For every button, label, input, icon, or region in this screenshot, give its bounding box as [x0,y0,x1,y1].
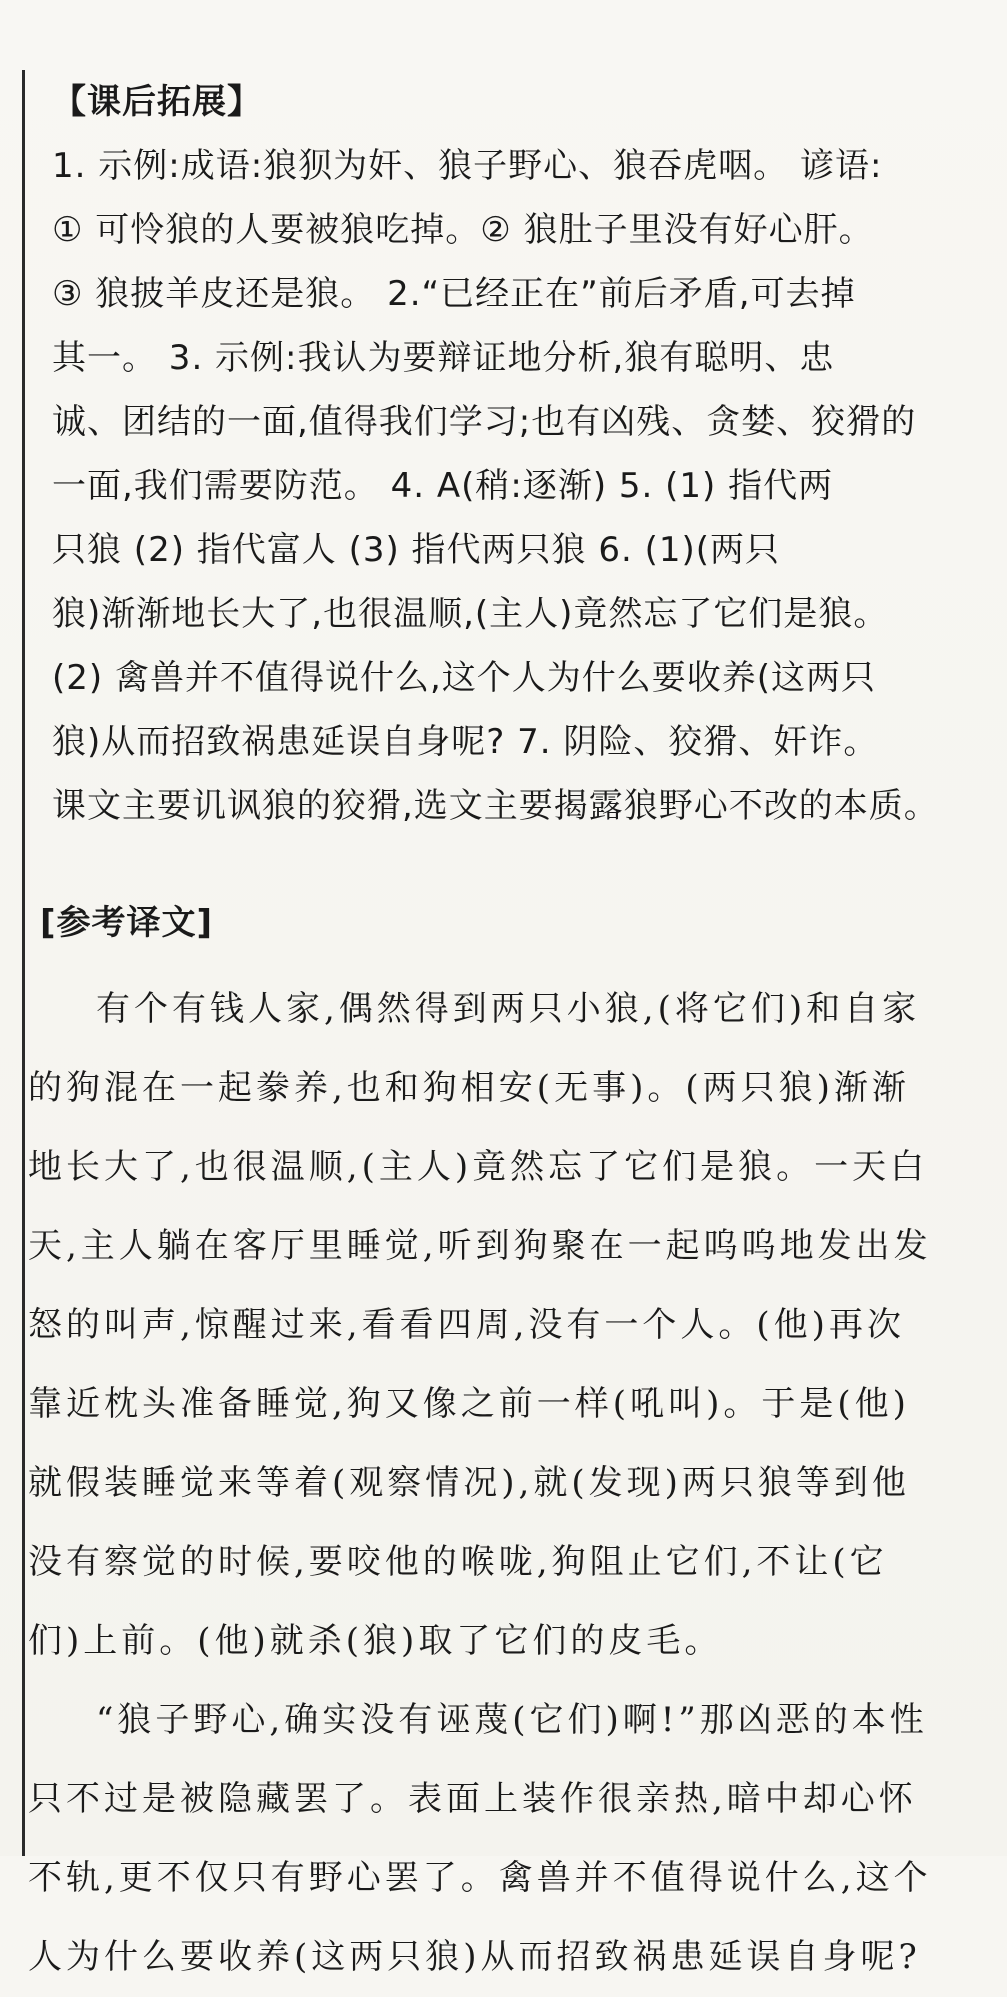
translation-line: 天,主人躺在客厅里睡觉,听到狗聚在一起呜呜地发出发 [28,1226,932,1266]
translation-line: 不轨,更不仅只有野心罢了。禽兽并不值得说什么,这个 [28,1858,932,1898]
translation-line: 靠近枕头准备睡觉,狗又像之前一样(吼叫)。于是(他) [28,1384,910,1424]
answer-line: 其一。 3. 示例:我认为要辩证地分析,狼有聪明、忠 [52,338,835,378]
answer-line: 狼)渐渐地长大了,也很温顺,(主人)竟然忘了它们是狼。 [52,594,889,634]
translation-line: 有个有钱人家,偶然得到两只小狼,(将它们)和自家 [96,989,921,1029]
translation-line: 们)上前。(他)就杀(狼)取了它们的皮毛。 [28,1621,723,1661]
translation-section [28,970,978,1997]
translation-heading: [参考译文] [40,903,214,943]
answer-line: ① 可怜狼的人要被狼吃掉。② 狼肚子里没有好心肝。 [52,210,874,250]
answer-line: 诚、团结的一面,值得我们学习;也有凶残、贪婪、狡猾的 [52,402,917,442]
translation-line: 人为什么要收养(这两只狼)从而招致祸患延误自身呢? [28,1937,921,1977]
answer-line: 1. 示例:成语:狼狈为奸、狼子野心、狼吞虎咽。 谚语: [52,146,883,186]
answers-heading: 【课后拓展】 [52,82,262,122]
answer-line: ③ 狼披羊皮还是狼。 2.“已经正在”前后矛盾,可去掉 [52,274,856,314]
translation-line: 的狗混在一起豢养,也和狗相安(无事)。(两只狼)渐渐 [28,1068,910,1108]
translation-line: 就假装睡觉来等着(观察情况),就(发现)两只狼等到他 [28,1463,910,1503]
answer-line: (2) 禽兽并不值得说什么,这个人为什么要收养(这两只 [52,658,877,698]
answer-line: 只狼 (2) 指代富人 (3) 指代两只狼 6. (1)(两只 [52,530,781,570]
translation-line: 怒的叫声,惊醒过来,看看四周,没有一个人。(他)再次 [28,1305,905,1345]
answer-line: 课文主要讥讽狼的狡猾,选文主要揭露狼野心不改的本质。 [52,786,939,826]
answer-line: 狼)从而招致祸患延误自身呢? 7. 阴险、狡猾、奸诈。 [52,722,879,762]
translation-line: 没有察觉的时候,要咬他的喉咙,狗阻止它们,不让(它 [28,1542,888,1582]
margin-rule [22,70,25,1856]
translation-line: “狼子野心,确实没有诬蔑(它们)啊!”那凶恶的本性 [96,1700,928,1740]
answers-section [52,70,982,838]
translation-line: 只不过是被隐藏罢了。表面上装作很亲热,暗中却心怀 [28,1779,917,1819]
translation-line: 地长大了,也很温顺,(主人)竟然忘了它们是狼。一天白 [28,1147,929,1187]
answer-line: 一面,我们需要防范。 4. A(稍:逐渐) 5. (1) 指代两 [52,466,834,506]
